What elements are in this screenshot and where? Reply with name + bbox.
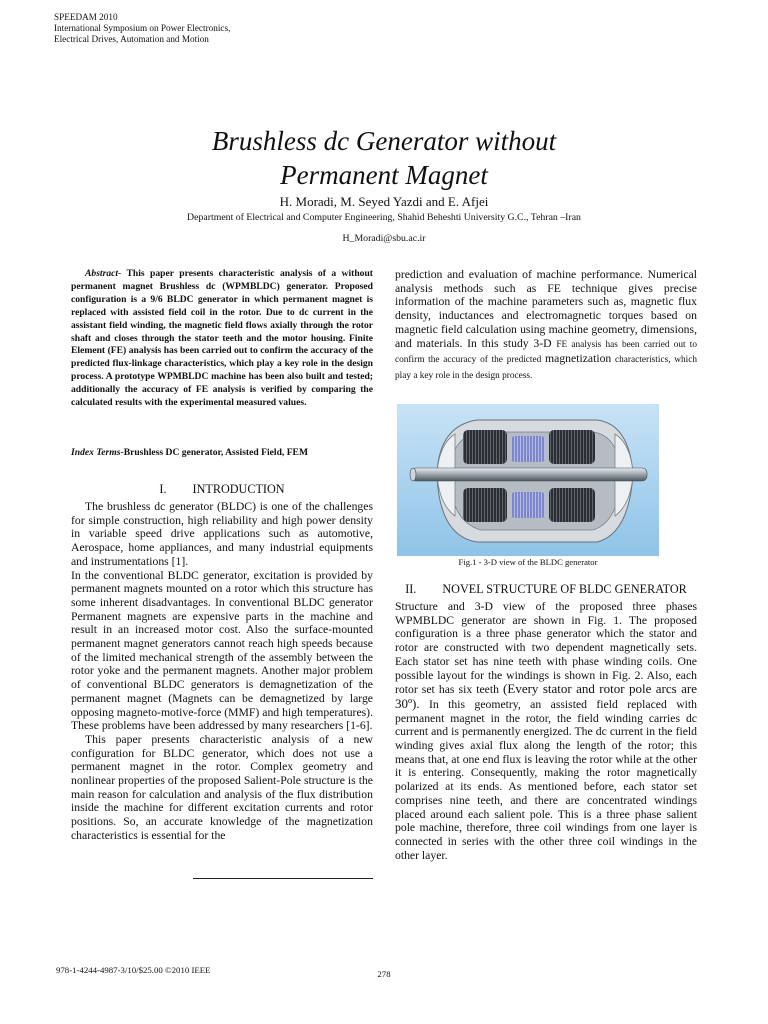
title-line-2: Permanent Magnet: [280, 160, 488, 190]
text-run: magnetization: [545, 352, 612, 366]
figure-caption: Fig.1 - 3-D view of the BLDC generator: [458, 557, 598, 567]
section-heading-novel-structure: [395, 582, 697, 597]
text-run: prediction and evaluation of machine performance. Numerical analysis methods such as FE technique gives precise information of the machine parameters such as, magnetic flux density, inductances and electromagnetic torques based on magnetic field calculation using machine geometry, dimensions, and materials. In this study 3-D: [395, 268, 697, 350]
introduction-body: [71, 500, 373, 843]
figure-bldc-generator-3d: [397, 404, 659, 556]
index-terms: [71, 447, 373, 458]
conference-subtitle-1: International Symposium on Power Electronics,: [54, 23, 231, 33]
footnote-rule: [193, 878, 373, 879]
section-number: I.: [159, 482, 167, 496]
shaft-end: [410, 468, 416, 481]
index-terms-text: Brushless DC generator, Assisted Field, FEM: [123, 447, 309, 458]
section-number: II.: [405, 582, 417, 596]
title-line-1: Brushless dc Generator without: [211, 126, 557, 156]
paragraph: In the conventional BLDC generator, excitation is provided by permanent magnets mounted on a rotor which this structure has some inherent disadvantages. In conventional BLDC generator Permanent magnets are expensive parts in the machine and result in an increased motor cost. Also the surface-mounted permanent magnet generators cannot reach high speeds because of the limited mechanical strength of the assembly between the rotor yoke and the permanent magnets. Another major problem of conventional BLDC generators is demagnetization of the permanent magnet (Magnets can be demagnetized by large opposing magneto-motive-force (MMF) and high temperatures). These problems have been addressed by many researchers [1-6].: [71, 568, 373, 733]
index-terms-lead: Index Terms-: [71, 447, 124, 458]
conference-name: SPEEDAM 2010: [54, 12, 118, 22]
rotor-shaft: [411, 468, 647, 481]
conference-subtitle-2: Electrical Drives, Automation and Motion: [54, 34, 209, 44]
paragraph: This paper presents characteristic analysis of a new configuration for BLDC generator, which does not use a permanent magnet in the rotor. Complex geometry and nonlinear properties of the proposed Salient-Pole structure is the main reason for calculation and analysis of the flux distribution inside the machine for different excitation currents and rotor positions. So, an accurate knowledge of the magnetization characteristics is essential for the: [71, 732, 373, 842]
paper-title: [0, 124, 768, 192]
abstract-lead: Abstract-: [85, 268, 122, 279]
text-run: FE: [556, 339, 568, 350]
paragraph: [395, 268, 697, 384]
page-number: 278: [377, 969, 391, 979]
affiliation: Department of Electrical and Computer Engineering, Shahid Beheshti University G.C., Tehran –Iran: [187, 212, 581, 223]
authors: H. Moradi, M. Seyed Yazdi and E. Afjei: [279, 194, 489, 209]
text-run: characteristics, which play a key role in the design process.: [395, 355, 697, 381]
author-email: H_Moradi@sbu.ac.ir: [342, 233, 426, 244]
abstract: [71, 268, 373, 410]
text-run: analysis has been carried out to confirm the accuracy of the predicted: [395, 339, 697, 366]
section-title: INTRODUCTION: [192, 482, 285, 496]
section-title: NOVEL STRUCTURE OF BLDC GENERATOR: [442, 582, 687, 596]
section-heading-introduction: [71, 482, 373, 497]
text-run: In this geometry, an assisted field replaced with permanent magnet in the rotor, the field winding carries dc current and is permanently energized. The dc current in the field winding gives axial flux along the length of the rotor; this means that, at one end flux is leaving the rotor while at the other it is entering. Consequently, making the rotor magnetically polarized at its ends. As mentioned before, each stator set comprises nine teeth, and there are concentrated windings placed around each salient pole. This is a three phase salient pole machine, therefore, three coil windings from one layer is connected in series with the other three coil windings in the other layer.: [395, 697, 697, 862]
paragraph: The brushless dc generator (BLDC) is one of the challenges for simple construction, high reliability and high power density in variable speed drive applications such as automotive, Aerospace, home appliances, and many industrial equipments and instrumentations [1].: [71, 500, 373, 568]
text-run: (Every stator and rotor pole arcs are 30º).: [395, 681, 697, 711]
copyright-line: 978-1-4244-4987-3/10/$25.00 ©2010 IEEE: [56, 965, 211, 975]
abstract-text: This paper presents characteristic analysis of a without permanent magnet Brushless dc (WPMBLDC) generator. Proposed configuration is a 9/6 BLDC generator in which permanent magnet is replaced with assisted field coil in the rotor. Due to dc current in the assistant field winding, the magnetic field flows axially through the rotor shaft and closes through the stator teeth and the motor housing. Finite Element (FE) analysis has been carried out to confirm the accuracy of the predicted flux-linkage characteristics, which play a key role in the design process. A prototype WPMBLDC machine has been also built and tested; additionally the accuracy of FE analysis is verified by comparing the calculated results with the experimental measured values.: [71, 268, 373, 409]
conference-header: [54, 12, 230, 45]
text-run: Structure and 3-D view of the proposed three phases WPMBLDC generator are shown in Fig. 1. The proposed configuration is a three phase generator which the stator and rotor are constructed with two dependent magnetically sets. Each stator set has nine teeth with phase winding coils. One possible layout for the windings is shown in Fig. 2. Also, each rotor set has six teeth: [395, 600, 697, 697]
paragraph: [395, 600, 697, 862]
